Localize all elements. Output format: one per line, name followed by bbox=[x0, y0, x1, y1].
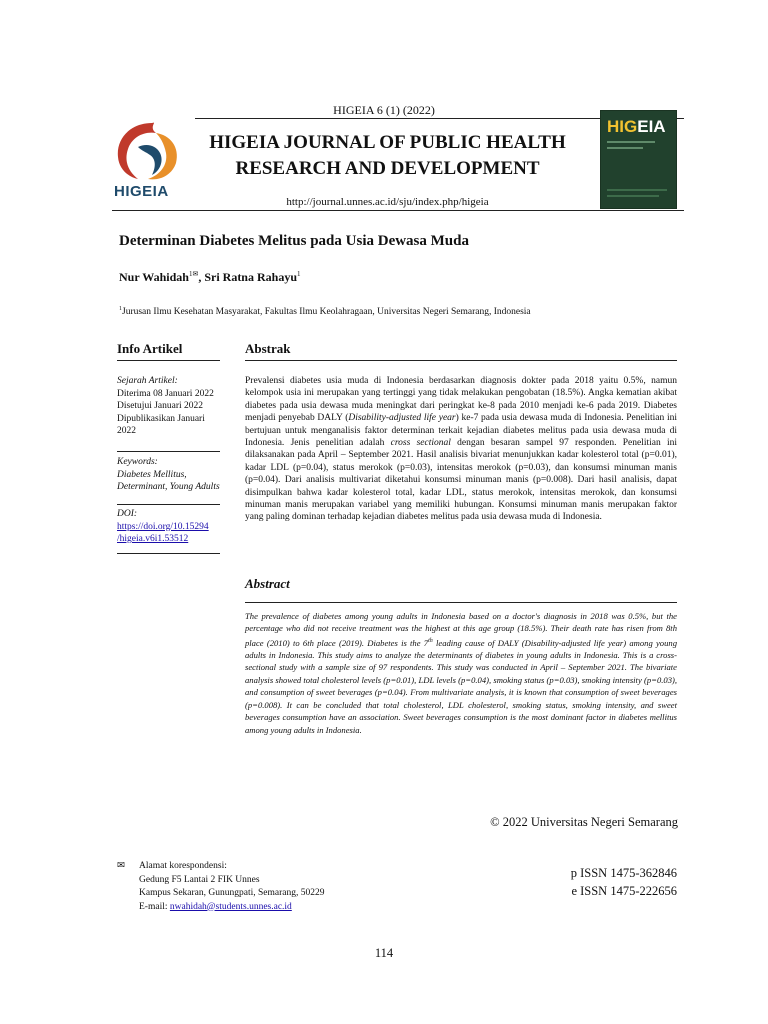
date-published-year: 2022 bbox=[117, 426, 136, 436]
cover-decoration bbox=[607, 189, 667, 191]
journal-cover-thumbnail bbox=[600, 110, 677, 209]
correspondence-address bbox=[117, 860, 417, 914]
abstract-rule bbox=[245, 602, 677, 603]
corr-email-row: E-mail: nwahidah@students.unnes.ac.id bbox=[139, 901, 292, 912]
article-title: Determinan Diabetes Melitus pada Usia Dewasa Muda bbox=[119, 233, 469, 249]
corr-email-link[interactable]: nwahidah@students.unnes.ac.id bbox=[169, 901, 292, 912]
keywords-label: Keywords: bbox=[117, 457, 158, 467]
author-affil-mark: 1✉ bbox=[188, 270, 199, 278]
electronic-issn: e ISSN 1475-222656 bbox=[571, 884, 677, 898]
info-divider bbox=[117, 553, 220, 554]
doi-link-continued[interactable]: /higeia.v6i1.53512 bbox=[117, 534, 189, 544]
cover-title bbox=[607, 117, 666, 137]
abstrak-rule bbox=[245, 360, 677, 361]
article-authors bbox=[119, 270, 301, 285]
corr-label: Alamat korespondensi: bbox=[139, 861, 227, 871]
envelope-icon: ✉ bbox=[117, 861, 125, 871]
print-issn: p ISSN 1475-362846 bbox=[570, 866, 677, 880]
copyright: © 2022 Universitas Negeri Semarang bbox=[490, 815, 678, 829]
affiliation-text: Jurusan Ilmu Kesehatan Masyarakat, Fakultas Ilmu Keolahragaan, Universitas Negeri Semarang, Indonesia bbox=[122, 307, 531, 318]
abstrak-heading: Abstrak bbox=[245, 341, 291, 356]
history-label: Sejarah Artikel: bbox=[117, 376, 178, 386]
journal-title bbox=[185, 130, 590, 182]
author-affiliation bbox=[119, 306, 531, 317]
corr-line: Gedung F5 Lantai 2 FIK Unnes bbox=[139, 874, 260, 885]
info-divider bbox=[117, 451, 220, 452]
abstrak-text: Prevalensi diabetes usia muda di Indonesia berdasarkan diagnosis dokter pada 2018 yaitu 0.5%, namun kelompok usia ini merupakan yang tertinggi yang tidak melakukan pengobatan (18.5%). Angka kematian akibat diabetes pada usia dewasa muda meningkat dari peringkat ke-8 pada 2010 menjadi ke-6 pada 2019. Diabetes menjadi penyebab DALY (Disability-adjusted life year) ke-7 pada usia dewasa muda di Indonesia. Penelitian ini bertujuan untuk menganalisis faktor determinan terkait kejadian diabetes melitus pada usia dewasa muda di Indonesia. Jenis penelitian adalah cross sectional dengan besaran sampel 97 responden. Penelitian ini dilaksanakan pada April – September 2021. Hasil analisis bivariat menunjukkan kadar kolesterol total (p=0.01), kadar LDL (p=0.04), status merokok (p=0.03), intensitas merokok (p=0.03), dan konsumsi minuman manis (p=0.04). Dari analisis multivariat diketahui konsumsi minuman manis (p=0.008). Dari hasil analisis, dapat disimpulkan bahwa kadar kolesterol total, kadar LDL, status merokok, intensitas merokok, dan konsumsi minuman manis merupakan variabel yang memiliki hubungan. Konsumsi minuman manis merupakan faktor yang paling dominan terhadap kejadian diabetes melitus pada usia dewasa muda di Indonesia. bbox=[245, 376, 677, 523]
article-history bbox=[117, 375, 232, 438]
journal-url[interactable]: http://journal.unnes.ac.id/sju/index.php/higeia bbox=[286, 196, 489, 208]
doi-link[interactable]: https://doi.org/10.15294 bbox=[117, 521, 209, 532]
author-name: Nur Wahidah bbox=[119, 270, 189, 284]
keywords-line: Determinant, Young Adults bbox=[117, 482, 220, 492]
author-separator: , bbox=[198, 270, 205, 284]
cover-title-a: HIG bbox=[607, 117, 638, 136]
keywords-line: Diabetes Mellitus, bbox=[117, 469, 187, 480]
date-received: Diterima 08 Januari 2022 bbox=[117, 388, 214, 399]
author-name: Sri Ratna Rahayu bbox=[204, 270, 297, 284]
journal-title-line2: RESEARCH AND DEVELOPMENT bbox=[235, 158, 540, 179]
cover-decoration bbox=[607, 147, 643, 149]
cover-title-b: EIA bbox=[637, 117, 666, 136]
higeia-logo-icon bbox=[112, 117, 192, 183]
doi-label: DOI: bbox=[117, 509, 138, 519]
doi-block bbox=[117, 508, 232, 546]
higeia-logo bbox=[112, 117, 192, 205]
info-artikel-heading: Info Artikel bbox=[117, 341, 183, 356]
url-rule bbox=[112, 210, 684, 211]
journal-title-line1: HIGEIA JOURNAL OF PUBLIC HEALTH bbox=[209, 132, 566, 153]
author-affil-mark: 1 bbox=[297, 270, 301, 278]
date-accepted: Disetujui Januari 2022 bbox=[117, 401, 204, 411]
corr-line: Kampus Sekaran, Gunungpati, Semarang, 50229 bbox=[139, 888, 325, 898]
date-published: Dipublikasikan Januari bbox=[117, 413, 205, 424]
info-divider bbox=[117, 504, 220, 505]
info-rule bbox=[117, 360, 220, 361]
page-number: 114 bbox=[374, 946, 394, 960]
journal-issue: HIGEIA 6 (1) (2022) bbox=[333, 103, 435, 117]
abstract-text: The prevalence of diabetes among young adults in Indonesia based on a doctor's diagnosis in 2018 was 0.5%, but the percentage who did not receive treatment was the highest at this age group (18.5%). Their death rate has risen from 8th place (2010) to 6th place (2019). Diabetes is the 7th leading cause of DALY (Disability-adjusted life year) among young adults in Indonesia. This study aims to analyze the determinants of diabetes in young adults in Indonesia. This is a cross-sectional study with a sample size of 97 respondents. This study was conducted in April – September 2021. The bivariate analysis showed total cholesterol levels (p=0.01), LDL levels (p=0.04), smoking status (p=0.03), smoking intensity (p=0.03), and consumption of sweet beverages (p=0.04). From multivariate analysis, it is known that consumption of sweet beverages (p=0.008). It can be concluded that total cholesterol, LDL cholesterol, smoking status, smoking intensity, and sweet beverages consumption have an association. Sweet beverages consumption is the most dominant factor in diabetes mellitus among young adults in Indonesia. bbox=[245, 611, 677, 735]
keywords-block bbox=[117, 456, 232, 494]
affiliation-mark: 1 bbox=[119, 306, 122, 312]
cover-decoration bbox=[607, 195, 659, 197]
logo-wordmark: HIGEIA bbox=[114, 183, 169, 200]
abstract-heading: Abstract bbox=[245, 576, 290, 591]
cover-decoration bbox=[607, 141, 655, 143]
issn-block bbox=[500, 864, 677, 900]
